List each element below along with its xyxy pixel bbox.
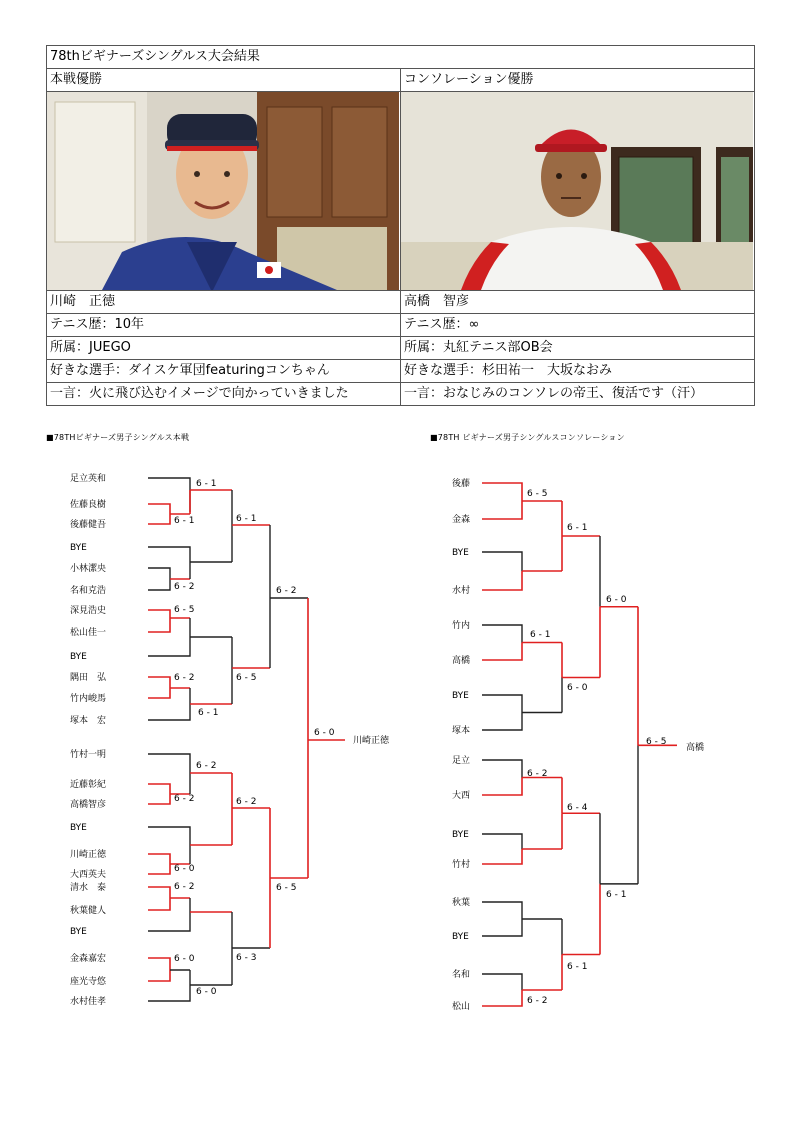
main-draw-title: ■78THビギナーズ男子シングルス本戦 (46, 433, 190, 442)
main-r1-score: 6 - 2 (174, 794, 195, 804)
main-r1-score: 6 - 5 (174, 605, 195, 615)
consolation-player-name: 高橋 (452, 656, 471, 666)
consolation-player-name: 金森 (452, 515, 471, 525)
consolation-player-name: BYE (452, 830, 469, 840)
consolation-champion-heading: コンソレーション優勝 (401, 69, 755, 92)
consolation-player-name: 大西 (452, 791, 471, 801)
consolation-r2-score: 6 - 4 (567, 803, 588, 813)
consolation-player-name: BYE (452, 548, 469, 558)
main-player-name: BYE (70, 823, 87, 833)
main-player-name: 後藤健吾 (70, 520, 107, 530)
consolation-r1-score: 6 - 5 (527, 489, 548, 499)
consolation-r1-line (482, 695, 522, 713)
main-r1-line (148, 504, 170, 524)
main-r2-score: 6 - 2 (196, 761, 217, 771)
main-qf-score: 6 - 2 (236, 797, 257, 807)
main-r1-score: 6 - 0 (174, 954, 195, 964)
main-r1-line (148, 677, 170, 698)
main-player-name: BYE (70, 652, 87, 662)
consolation-r1-line (482, 760, 522, 778)
consolation-winner-name: 高橋 (686, 743, 705, 753)
consolation-r1-line (482, 990, 522, 1006)
main-r1-line (148, 784, 170, 804)
consolation-r1-line (482, 849, 522, 864)
consolation-sf-score: 6 - 1 (606, 890, 627, 900)
consolation-r1-line (482, 501, 522, 519)
consolation-player-name: 竹村 (452, 860, 471, 870)
consolation-player-name: 塚本 (452, 726, 471, 736)
consolation-champion-favorite: 好きな選手：杉田祐一 大坂なおみ (401, 360, 755, 383)
main-sf-score: 6 - 2 (276, 586, 297, 596)
consolation-player-name: 松山 (452, 1002, 471, 1012)
consolation-player-name: 名和 (452, 970, 471, 980)
main-champion-comment: 一言：火に飛び込むイメージで向かっていきました (47, 383, 401, 406)
main-player-name: 隅田 弘 (70, 673, 107, 683)
main-r1-score: 6 - 2 (174, 673, 195, 683)
consolation-r1-score: 6 - 2 (527, 996, 548, 1006)
main-bye-line (148, 898, 190, 931)
consolation-champion-name: 高橋 智彦 (401, 291, 755, 314)
main-player-name: 佐藤良樹 (70, 500, 107, 510)
main-player-name: 足立英和 (70, 474, 107, 484)
main-player-name: BYE (70, 927, 87, 937)
consolation-player-name: BYE (452, 691, 469, 701)
main-player-name: 金森嘉宏 (70, 954, 107, 964)
consolation-r1-line (482, 571, 522, 590)
consolation-r1-line (482, 902, 522, 919)
consolation-player-name: 竹内 (452, 621, 471, 631)
main-champion-heading: 本戦優勝 (47, 69, 401, 92)
page-title: 78thビギナーズシングルス大会結果 (47, 46, 755, 69)
main-champion-favorite: 好きな選手：ダイスケ軍団featuringコンちゃん (47, 360, 401, 383)
main-qf-score: 6 - 5 (236, 673, 257, 683)
main-sf-score: 6 - 5 (276, 883, 297, 893)
main-player-name: 竹村一明 (70, 750, 107, 760)
main-qf-score: 6 - 3 (236, 953, 257, 963)
main-player-name: 名和克浩 (70, 586, 107, 596)
consolation-r1-line (482, 919, 522, 936)
main-r2-score: 6 - 0 (196, 987, 217, 997)
main-player-name: 大西英夫 (70, 870, 107, 880)
main-r1-score: 6 - 2 (174, 582, 195, 592)
main-player-name: 竹内峻馬 (70, 694, 107, 704)
consolation-r1-line (482, 643, 522, 661)
consolation-draw-title: ■78TH ビギナーズ男子シングルスコンソレーション (430, 433, 625, 442)
main-r1-score: 6 - 2 (174, 882, 195, 892)
main-player-name: BYE (70, 543, 87, 553)
main-champion-club: 所属：JUEGO (47, 337, 401, 360)
main-r1-line (148, 568, 170, 590)
consolation-sf-score: 6 - 0 (606, 595, 627, 605)
main-bye-line (148, 688, 190, 720)
main-player-name: 塚本 宏 (70, 716, 107, 726)
main-player-name: 松山佳一 (70, 628, 107, 638)
consolation-champion-comment: 一言：おなじみのコンソレの帝王、復活です（汗） (401, 383, 755, 406)
consolation-champion-history: テニス歴：∞ (401, 314, 755, 337)
consolation-r2-score: 6 - 1 (567, 962, 588, 972)
main-player-name: 清水 泰 (70, 883, 107, 893)
main-player-name: 近藤彰紀 (70, 780, 107, 790)
main-player-name: 高橋智彦 (70, 800, 107, 810)
consolation-player-name: 水村 (452, 586, 471, 596)
main-r1-line (148, 887, 170, 910)
main-r2-score: 6 - 1 (196, 479, 217, 489)
consolation-r1-line (482, 834, 522, 849)
consolation-player-name: 足立 (452, 756, 471, 766)
consolation-r1-score: 6 - 2 (527, 769, 548, 779)
main-bye-line (148, 827, 190, 864)
main-champion-history: テニス歴：10年 (47, 314, 401, 337)
consolation-r1-line (482, 713, 522, 731)
main-r1-line (148, 854, 170, 874)
main-player-name: 秋葉健人 (70, 906, 107, 916)
consolation-champion-club: 所属：丸紅テニス部OB会 (401, 337, 755, 360)
consolation-player-name: 秋葉 (452, 898, 471, 908)
main-r2-score: 6 - 1 (198, 708, 219, 718)
consolation-r1-line (482, 974, 522, 990)
main-player-name: 小林潔央 (70, 564, 107, 574)
consolation-r1-line (482, 552, 522, 571)
main-winner-name: 川崎正徳 (353, 736, 390, 746)
main-bye-line (148, 618, 190, 656)
main-player-name: 水村佳孝 (70, 997, 107, 1007)
main-final-score: 6 - 0 (314, 728, 335, 738)
main-player-name: 座光寺悠 (70, 977, 107, 987)
consolation-final-score: 6 - 5 (646, 737, 667, 747)
main-r1-line (148, 958, 170, 981)
consolation-player-name: 後藤 (452, 479, 471, 489)
main-bye-line (148, 970, 190, 1001)
consolation-player-name: BYE (452, 932, 469, 942)
consolation-r1-line (482, 778, 522, 796)
consolation-r2-score: 6 - 0 (567, 683, 588, 693)
main-bye-line (148, 754, 190, 794)
main-champion-name: 川崎 正徳 (47, 291, 401, 314)
consolation-r2-score: 6 - 1 (567, 523, 588, 533)
main-qf-score: 6 - 1 (236, 514, 257, 524)
main-player-name: 川崎正徳 (70, 850, 107, 860)
main-bye-line (148, 478, 190, 512)
main-bye-line (148, 547, 190, 579)
main-player-name: 深見浩史 (70, 606, 107, 616)
main-r1-score: 6 - 0 (174, 864, 195, 874)
main-r1-score: 6 - 1 (174, 516, 195, 526)
main-r1-line (148, 610, 170, 632)
consolation-r1-score: 6 - 1 (530, 630, 551, 640)
consolation-r1-line (482, 625, 522, 643)
consolation-r1-line (482, 483, 522, 501)
